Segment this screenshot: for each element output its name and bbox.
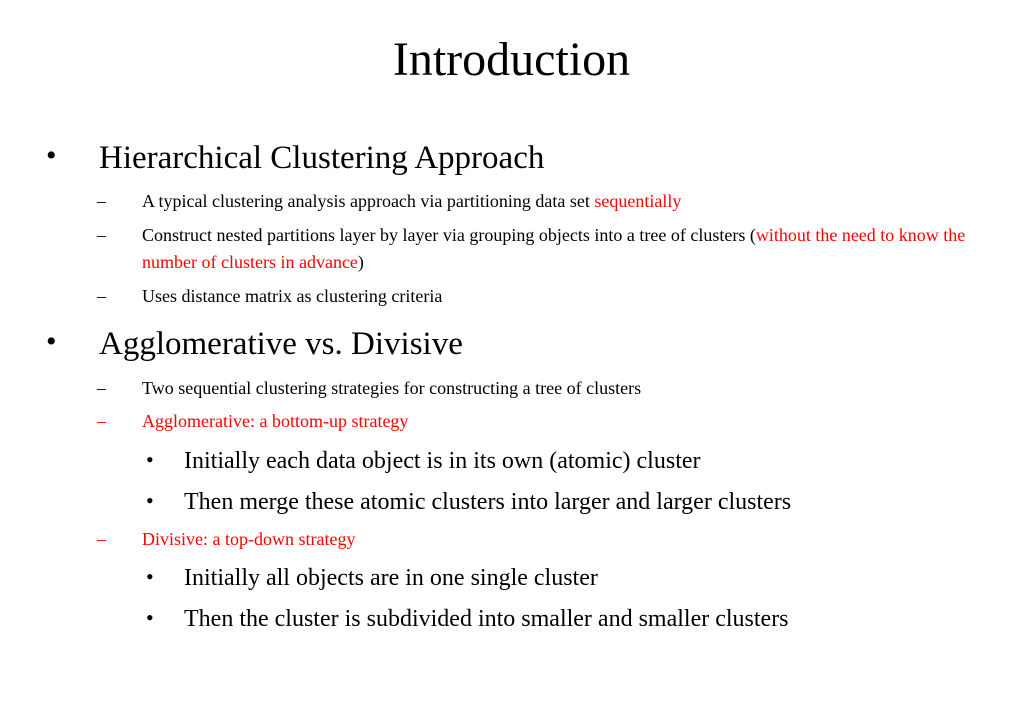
- item-text: A typical clustering analysis approach via partitioning data set: [142, 191, 595, 211]
- dash-icon: –: [97, 378, 106, 398]
- list-item-text: Divisive: a top-down strategy: [142, 529, 356, 549]
- list-item-agglomerative: [97, 408, 977, 435]
- dash-icon: –: [97, 225, 106, 245]
- list-item-two-strategies: [97, 375, 977, 402]
- item-text: Construct nested partitions layer by layer via grouping objects into a tree of clusters (: [142, 225, 756, 245]
- list-item-sequential: [97, 188, 977, 215]
- bullet-icon: •: [146, 447, 154, 472]
- dash-icon: –: [97, 529, 106, 549]
- list-item-text: Uses distance matrix as clustering criteria: [142, 286, 443, 306]
- sub-item-text: Initially each data object is in its own (atomic) cluster: [184, 448, 701, 474]
- sub-item-text: Then merge these atomic clusters into larger and larger clusters: [184, 489, 792, 515]
- item-highlight: without the need to know the number of clusters in advance: [142, 225, 966, 272]
- list-item-text: Agglomerative: a bottom-up strategy: [142, 411, 409, 431]
- sub-item-text: Then the cluster is subdivided into smaller and smaller clusters: [184, 606, 789, 632]
- bullet-icon: •: [146, 605, 154, 630]
- list-item-divisive: [97, 526, 977, 553]
- list-item-text: [142, 188, 977, 215]
- dash-icon: –: [97, 286, 106, 306]
- bullet-icon: •: [46, 139, 57, 172]
- dash-icon: –: [97, 411, 106, 431]
- bullet-icon: •: [146, 564, 154, 589]
- section-heading-text: Agglomerative vs. Divisive: [99, 326, 463, 362]
- list-item-text: [142, 222, 977, 276]
- sub-item-text: Initially all objects are in one single cluster: [184, 565, 598, 591]
- item-suffix: ): [357, 252, 364, 272]
- section-heading-text: Hierarchical Clustering Approach: [99, 140, 545, 176]
- item-highlight: sequentially: [594, 191, 682, 211]
- dash-icon: –: [97, 191, 106, 211]
- list-item-distance-matrix: [97, 283, 977, 310]
- slide-title: Introduction: [392, 33, 631, 86]
- list-item-nested-partitions: [97, 222, 977, 276]
- bullet-icon: •: [46, 325, 57, 358]
- bullet-icon: •: [146, 488, 154, 513]
- list-item-text: Two sequential clustering strategies for constructing a tree of clusters: [142, 378, 642, 398]
